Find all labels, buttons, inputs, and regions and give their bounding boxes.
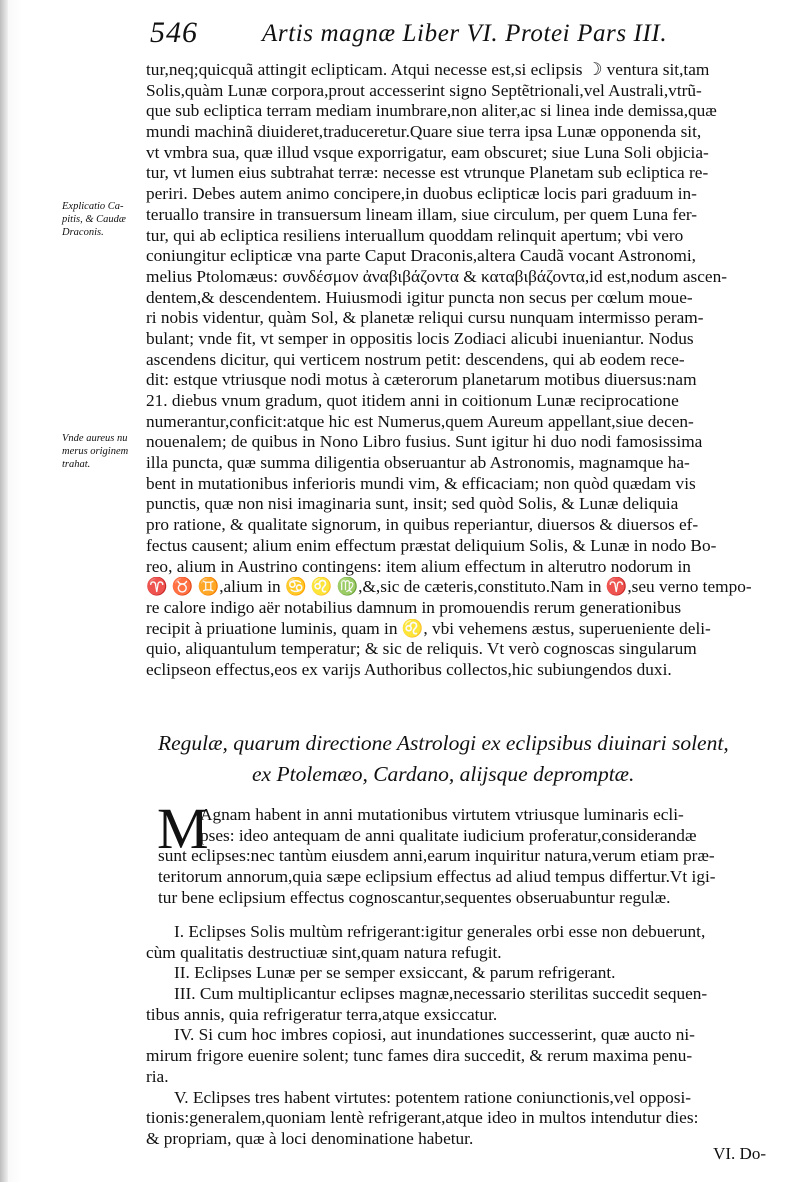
text-line: V. Eclipses tres habent virtutes: potentem ratione coniunctionis,vel opposi- (174, 1087, 692, 1107)
text-line: que sub ecliptica terram mediam inumbrare,non aliter,ac si linea inde demissa,quæ (146, 101, 717, 121)
running-title: Artis magnæ Liber VI. Protei Pars III. (262, 20, 668, 47)
margin-note-line: pitis, & Caudæ (62, 214, 126, 225)
text-line: ascendens dicitur, qui verticem nostrum petit: descendens, qui ab eodem rece- (146, 349, 685, 369)
page-number: 546 (150, 16, 198, 49)
body-paragraph-magnam (158, 805, 780, 908)
text-line: vt vmbra sua, quæ illud vsque exporrigatur, eam obscuret; siue Luna Soli objicia- (146, 142, 709, 162)
text-line: bulant; vnde fit, vt semper in oppositis locis Zodiaci alicubi inueniantur. Nodus (146, 328, 694, 348)
text-line: teritorum annorum,quia sæpe eclipsium effectus ad aliud tempus differtur.Vt igi- (158, 867, 716, 887)
text-line: nouenalem; de quibus in Nono Libro fusius. Sunt igitur hi duo nodi famosissima (146, 432, 703, 452)
text-line: ♈ ♉ ♊,alium in ♋ ♌ ♍,&,sic de cæteris,constituto.Nam in ♈,seu verno tempo- (146, 577, 752, 597)
margin-note-line: Draconis. (62, 227, 104, 238)
text-line: cùm qualitatis destructiuæ sint,quam natura refugit. (146, 942, 502, 962)
text-line: fectus causent; alium enim effectum præstat deliquium Solis, & Lunæ in nodo Bo- (146, 535, 717, 555)
page-binding-edge (0, 0, 8, 1182)
text-line: & propriam, quæ à loci denominatione habetur. (146, 1128, 474, 1148)
text-line: tibus annis, quia refrigeratur terra,atque exsiccatur. (146, 1004, 498, 1024)
text-line: pses: ideo antequam de anni qualitate iudicium proferatur,considerandæ (200, 825, 697, 845)
section-heading-line: ex Ptolemæo, Cardano, alijsque depromptæ. (252, 762, 635, 786)
text-line: III. Cum multiplicantur eclipses magnæ,necessario sterilitas succedit sequen- (174, 984, 708, 1004)
text-line: IV. Si cum hoc imbres copiosi, aut inundationes successerint, quæ aucto ni- (174, 1025, 695, 1045)
text-line: tur, qui ab ecliptica resiliens interuallum quoddam relinquit apertum; vbi vero (146, 225, 684, 245)
margin-note-line: Vnde aureus nu (62, 433, 128, 444)
section-heading-regulae (158, 728, 780, 790)
text-line: quio, aliquantulum temperatur; & sic de reliquis. Vt verò cognoscas singularum (146, 639, 697, 659)
text-line: ri nobis videntur, quàm Sol, & planetæ reliqui cursu nunquam intermisso peram- (146, 308, 704, 328)
text-line: eclipseon effectus,eos ex varijs Authoribus collectos,hic subiungendos duxi. (146, 659, 672, 679)
text-line: dit: estque vtriusque nodi motus à cæterorum planetarum motibus diuersus:nam (146, 370, 697, 390)
margin-note-line: trahat. (62, 459, 91, 470)
margin-note-draconis (62, 200, 146, 239)
section-heading-line: Regulæ, quarum directione Astrologi ex eclipsibus diuinari solent, (158, 731, 729, 755)
text-line: coniungitur eclipticæ vna parte Caput Draconis,altera Caudã vocant Astronomi, (146, 246, 696, 266)
text-line: bent in mutationibus inferioris mundi vim, & efficaciam; non quòd quædam vis (146, 473, 696, 493)
text-line: Solis,quàm Lunæ corpora,prout accesserint signo Septẽtrionali,vel Australi,vtrũ- (146, 80, 702, 100)
text-line: punctis, quæ non nisi imaginaria sunt, insit; sed quòd Solis, & Lunæ deliquia (146, 494, 679, 514)
text-line: pro ratione, & qualitate signorum, in quibus reperiantur, diuersos & diuersos ef- (146, 515, 699, 535)
text-line: tur, vt lumen eius subtrahat terræ: necesse est vtrunque Planetam sub ecliptica re- (146, 163, 709, 183)
text-line: ria. (146, 1066, 169, 1086)
drop-cap-initial: M (157, 796, 209, 861)
text-line: reo, alium in Austrino contingens: item alium effectum in alterutro nodorum in (146, 556, 691, 576)
text-line: dentem,& descendentem. Huiusmodi igitur puncta non secus per cœlum moue- (146, 287, 693, 307)
text-line: sunt eclipses:nec tantùm eiusdem anni,earum inquiritur natura,verum etiam præ- (158, 846, 715, 866)
text-line: tur,neq;quicquã attingit eclipticam. Atqui necesse est,si eclipsis ☽ ventura sit,tam (146, 60, 710, 79)
text-line: mundi machinã diuideret,traduceretur.Quare siue terra ipsa Lunæ opponenda sit, (146, 122, 702, 142)
text-line: re calore indigo aër notabilius damnum in promouendis rerum generationibus (146, 597, 682, 617)
margin-note-line: merus originem (62, 446, 129, 457)
text-line: mirum frigore euenire solent; tunc fames dira succedit, & rerum maxima penu- (146, 1046, 693, 1066)
text-line: II. Eclipses Lunæ per se semper exsiccant, & parum refrigerant. (174, 963, 616, 983)
text-line: Agnam habent in anni mutationibus virtutem vtriusque luminaris ecli- (200, 805, 684, 824)
text-line: recipit à priuatione luminis, quam in ♌, vbi vehemens æstus, superueniente deli- (146, 618, 711, 638)
text-line: tionis:generalem,quoniam lentè refrigerant,atque ideo in multos intendutur dies: (146, 1108, 699, 1128)
text-line: melius Ptolomæus: συνδέσμον ἀναβιβάζοντα & καταβιβάζοντα,id est,nodum ascen- (146, 266, 727, 286)
text-line: illa puncta, quæ summa diligentia obseruantur ab Astronomis, magnamque ha- (146, 453, 690, 473)
text-line: I. Eclipses Solis multùm refrigerant:igitur generales orbi esse non debuerunt, (174, 922, 706, 941)
text-line: 21. diebus vnum gradum, quot itidem anni in coitionum Lunæ reciprocatione (146, 391, 679, 410)
margin-note-line: Explicatio Ca- (62, 201, 124, 212)
body-paragraph-eclipses (146, 60, 780, 681)
page-header (150, 16, 770, 56)
text-line: tur bene eclipsium effectus cognoscantur,sequentes obseruabuntur regulæ. (158, 887, 671, 907)
text-line: numerantur,conficit:atque hic est Numerus,quem Aureum appellant,siue decen- (146, 411, 694, 431)
text-line: teruallo transire in transuersum lineam illam, siue circulum, per quem Luna fer- (146, 204, 698, 224)
rules-list (146, 922, 780, 1150)
text-line: periri. Debes autem animo concipere,in duobus eclipticæ locis pari graduum in- (146, 184, 697, 204)
catchword: VI. Do- (713, 1144, 766, 1163)
margin-note-aureus-numerus (62, 432, 146, 471)
